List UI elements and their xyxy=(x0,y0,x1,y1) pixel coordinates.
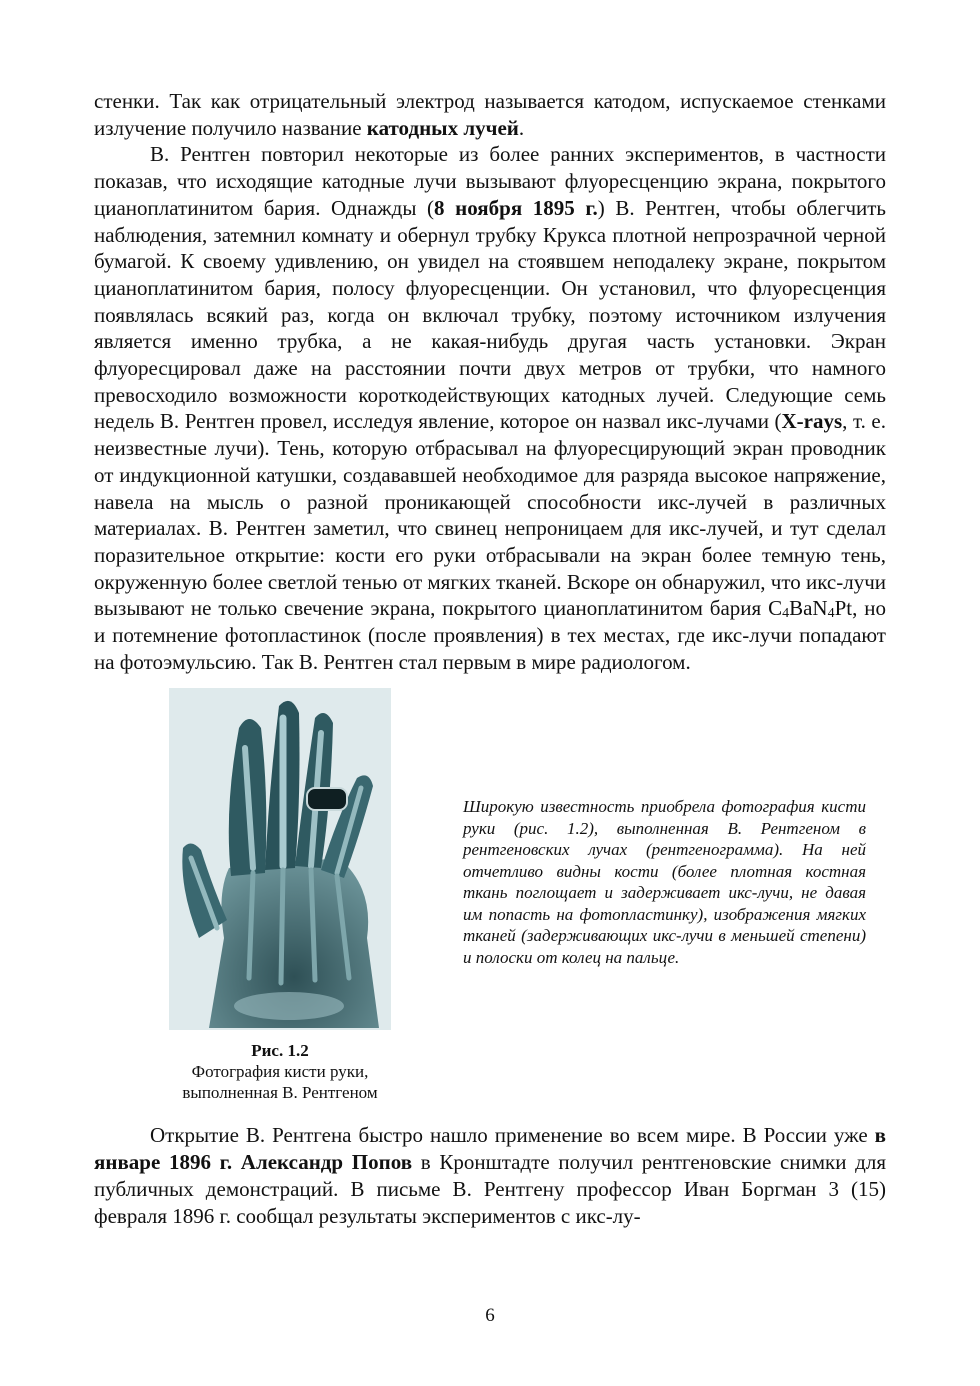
top-paragraph-text: стенки. Так как отрицательный электрод называется катодом, испускаемое стенками излучение получило название xyxy=(94,89,886,140)
main-paragraph-part4: , но и потемнение фотопластинок (после проявления) в тех местах, где икс-лучи попадают на фотоэмульсию. Так В. Рентген стал первым в мире радиологом. xyxy=(94,596,886,674)
top-paragraph xyxy=(94,88,886,141)
bottom-paragraph-part1: Открытие В. Рентгена быстро нашло применение во всем мире. В России уже xyxy=(150,1123,875,1148)
cathode-rays-term: катодных лучей xyxy=(366,115,519,140)
formula-barium-nitrogen: BaN xyxy=(789,596,828,621)
formula-carbon: C xyxy=(768,596,783,621)
bottom-paragraph-part2: в Кронштадте получил рентгеновские снимки для публичных демонстраций. В письме В. Рентгену профессор Иван Боргман 3 (15) февраля 1896 г. сообщал результаты экспериментов с икс-лу- xyxy=(94,1150,886,1228)
xray-hand-photo xyxy=(169,688,391,1030)
xray-hand-illustration xyxy=(169,688,391,1030)
figure-caption xyxy=(134,1040,426,1103)
figure-label: Рис. 1.2 xyxy=(251,1041,309,1061)
figure-caption-line1: Фотография кисти руки, xyxy=(191,1062,369,1082)
formula-nitrogen-subscript: 4 xyxy=(827,606,835,622)
main-paragraph-part1: В. Рентген повторил некоторые из более ранних экспериментов, в частности показав, что исходящие катодные лучи вызывают флуоресценцию экрана, покрытого цианоплатинитом бария. Однажды ( xyxy=(94,142,886,220)
main-paragraph-part3: , т. е. неизвестные лучи). Тень, которую отбрасывал на флуоресцирующий экран проводник от индукционной катушки, создававшей необходимое для разряда высокое напряжение, навела на мысль о разной проникающей способности икс-лучей в различных материалах. В. Рентген заметил, что свинец непроницаем для икс-лучей, и тут сделал поразительное открытие: кости его руки отбрасывали на экран более темную тень, окруженную более светлой тенью от мягких тканей. Вскоре он обнаружил, что икс-лучи вызывают не только свечение экрана, покрытого цианоплатинитом бария xyxy=(94,409,886,621)
discovery-date: 8 ноября 1895 г. xyxy=(434,195,598,220)
top-paragraph-end: . xyxy=(518,115,525,140)
bottom-paragraph xyxy=(94,1122,886,1229)
page-number: 6 xyxy=(485,1305,495,1326)
figure-row xyxy=(94,688,886,1114)
formula-platinum: Pt xyxy=(834,596,853,621)
xrays-term: X-rays xyxy=(781,409,843,434)
side-note: Широкую известность приобрела фотография кисти руки (рис. 1.2), выполненная В. Рентгеном в рентгеновских лучах (рентгенограмма). На ней отчетливо видны кости (более плотная костная ткань поглощает и задерживает икс-лучи, не давая им попасть на фотопластинку), изображения мягких тканей (задерживающих икс-лучи в меньшей степени) и полоски от колец на пальце. xyxy=(463,797,866,967)
figure-caption-line2: выполненная В. Рентгеном xyxy=(182,1083,378,1103)
main-paragraph xyxy=(94,141,886,675)
popov-january-1896: в январе 1896 г. Александр Попов xyxy=(94,1123,886,1175)
document-page xyxy=(94,88,886,1229)
main-paragraph-part2: ) В. Рентген, чтобы облегчить наблюдения, затемнил комнату и обернул трубку Крукса плотной непрозрачной черной бумагой. К своему удивлению, он увидел на стоявшем неподалеку экране, покрытом цианоплатинитом бария, полосу флуоресценции. Он установил, что флуоресценция появлялась всякий раз, когда он включал трубку, поэтому источником излучения является именно трубка, а не какая-нибудь другая часть установки. Экран флуоресцировал даже на расстоянии почти двух метров от трубки, что намного превосходило возможности короткодействующих катодных лучей. Следующие семь недель В. Рентген провел, исследуя явление, которое он назвал икс-лучами ( xyxy=(94,195,887,434)
chemical-formula xyxy=(768,596,852,620)
formula-carbon-subscript: 4 xyxy=(782,606,790,622)
